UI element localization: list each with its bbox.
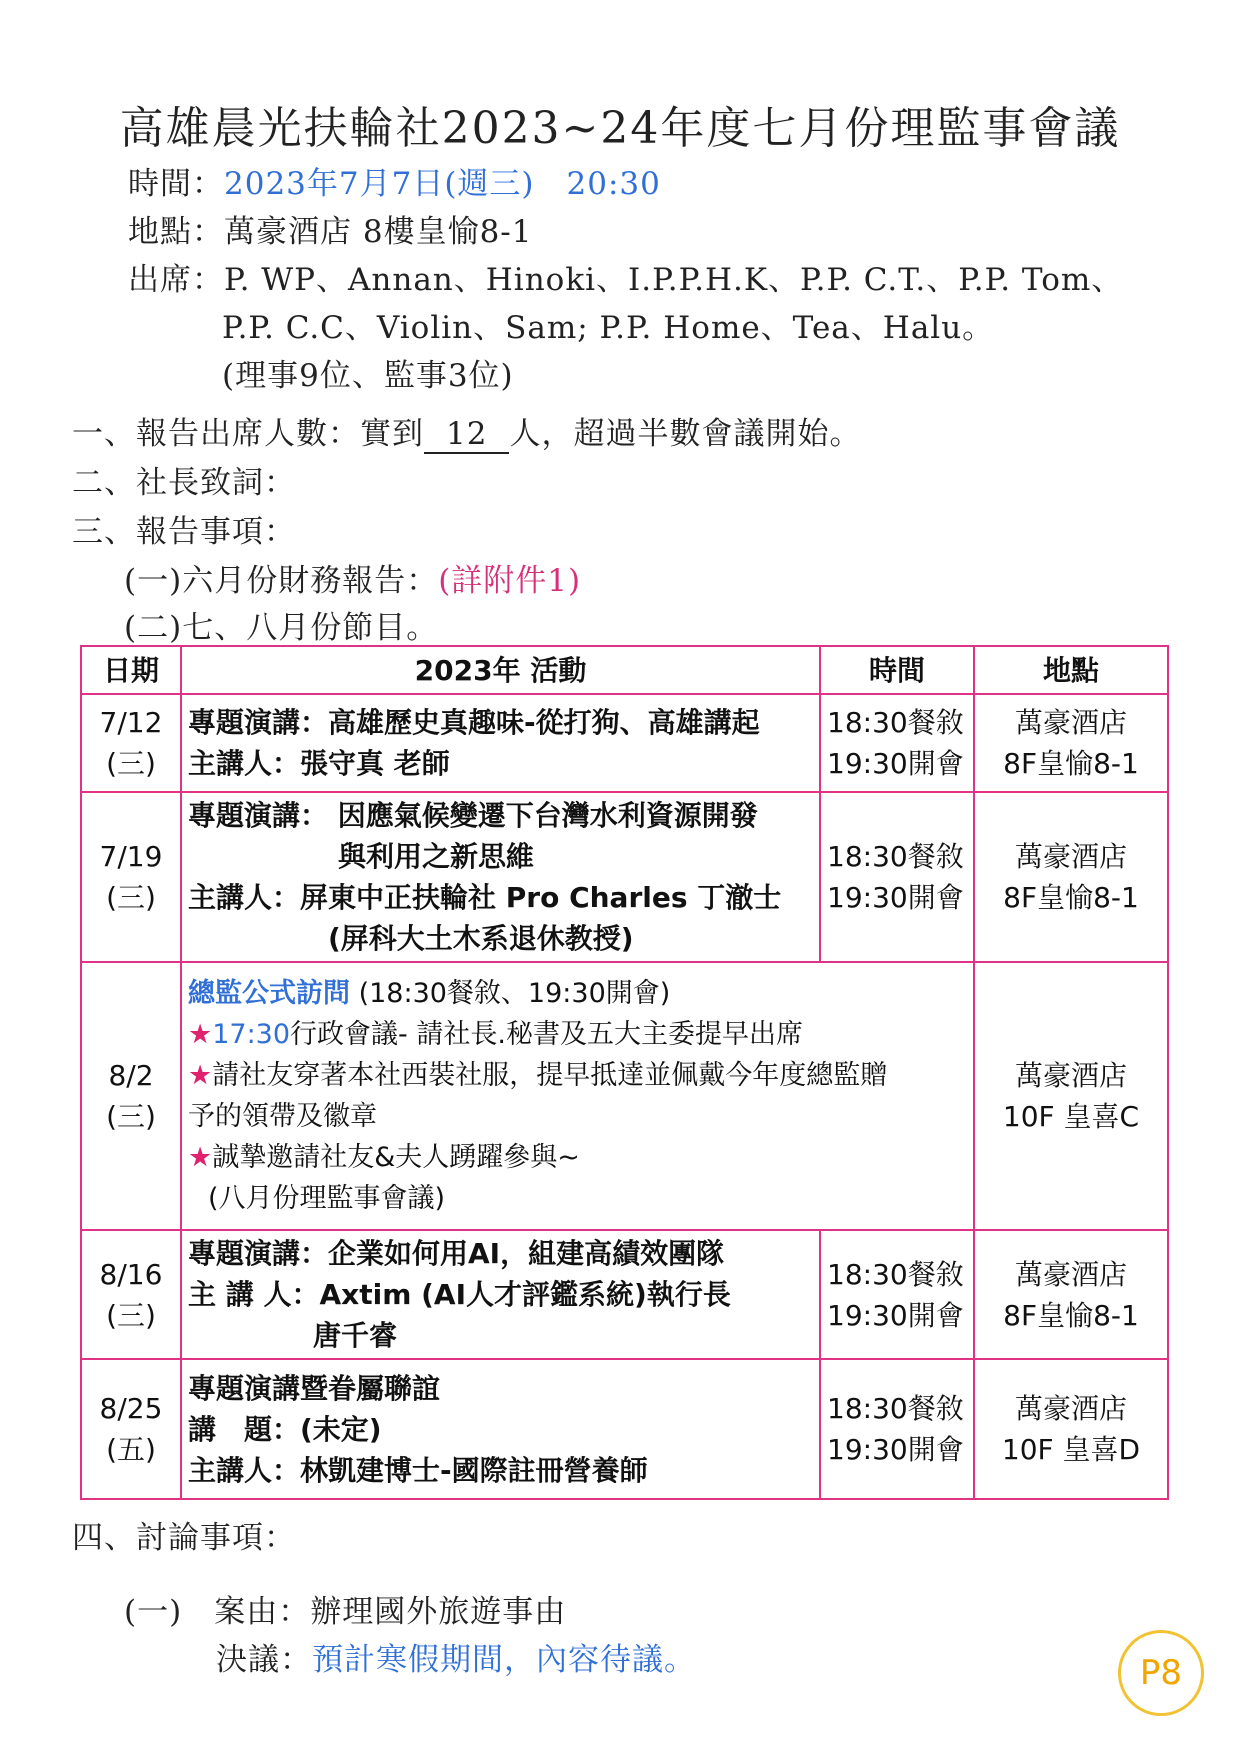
time-meeting: 19:30開會 [827,881,964,914]
section-3-1-label: (一)六月份財務報告： [124,563,439,599]
row-time [820,1359,974,1499]
venue: 萬豪酒店 [1014,840,1127,873]
activity-line [188,973,967,1014]
weekday: (三) [106,881,156,914]
room: 10F 皇喜C [1002,1100,1140,1133]
attend-line-1: P. WP、Annan、Hinoki、I.P.P.H.K、P.P. C.T.、P.P. Tom、 [224,262,1124,298]
activity-line: 專題演講暨眷屬聯誼 [188,1371,441,1405]
page-number-badge: P8 [1118,1630,1204,1716]
activity-line: (屏科大土木系退休教授) [328,922,634,955]
meeting-attendance [128,254,1123,299]
row-place [974,792,1168,962]
section-3: 三、報告事項： [72,514,296,550]
time-meeting: 19:30開會 [827,747,964,780]
table-row [81,1359,1168,1499]
activity-line: 主 講 人：Axtim (AI人才評鑑系統)執行長 [188,1278,731,1311]
header-time: 時間 [820,646,974,694]
room: 8F皇愉8-1 [1003,1298,1139,1332]
time-dinner: 18:30餐敘 [827,1257,964,1291]
activity-line: 主講人：林凱建博士-國際註冊營養師 [188,1453,648,1487]
invite-note: 誠摯邀請社友&夫人踴躍參與~ [212,1142,580,1173]
room: 10F 皇喜D [1001,1433,1141,1466]
date: 8/25 [99,1392,163,1425]
row-activity [181,694,820,792]
activity-line: 主講人：張守真 老師 [188,747,450,780]
document-title: 高雄晨光扶輪社2023~24年度七月份理監事會議 [119,103,1121,154]
room: 8F皇愉8-1 [1003,747,1139,780]
activity-line: 講 題：(未定) [188,1412,382,1446]
star-icon: ★ [188,1019,213,1050]
row-date [81,1359,181,1499]
admin-meeting-text: 行政會議- 請社長.秘書及五大主委提早出席 [290,1019,803,1050]
dress-note: 請社友穿著本社西裝社服，提早抵達並佩戴今年度總監贈 [212,1060,888,1091]
row-activity [181,962,974,1230]
section-1-post: 人，超過半數會議開始。 [509,416,862,452]
time-dinner: 18:30餐敘 [827,840,964,873]
star-icon: ★ [188,1142,213,1173]
time-dinner: 18:30餐敘 [827,1392,964,1425]
section-2: 二、社長致詞： [72,465,296,501]
venue: 萬豪酒店 [1014,706,1127,739]
row-place [974,1359,1168,1499]
discussion-case: 案由：辦理國外旅遊事由 [214,1594,567,1630]
row-activity [181,1230,820,1359]
time-dinner: 18:30餐敘 [827,706,964,739]
time-label: 時間： [128,166,224,202]
header-activity: 2023年 活動 [181,646,820,694]
activity-line [188,1055,967,1096]
activity-line: (八月份理監事會議) [208,1183,446,1214]
attend-line-2: P.P. C.C、Violin、Sam; P.P. Home、Tea、Halu。 [222,310,995,346]
table-header-row [81,646,1168,694]
row-date [81,1230,181,1359]
activity-line: 唐千睿 [313,1319,398,1352]
weekday: (三) [106,747,156,780]
date: 8/16 [99,1257,163,1291]
row-date [81,962,181,1230]
official-visit-label: 總監公式訪問 [188,978,350,1009]
row-place [974,1230,1168,1359]
row-date [81,694,181,792]
activity-line [188,1014,967,1055]
header-date: 日期 [81,646,181,694]
time-value: 2023年7月7日(週三) 20:30 [224,166,661,202]
activity-line: 專題演講：企業如何用AI，組建高績效團隊 [188,1237,725,1270]
section-3-2: (二)七、八月份節目。 [124,610,439,646]
section-3-1 [124,555,581,600]
section-4: 四、討論事項： [72,1520,296,1556]
activity-line: 主講人：屏東中正扶輪社 Pro Charles 丁澈士 [188,881,782,914]
date: 8/2 [108,1059,154,1092]
row-time [820,1230,974,1359]
place-value: 萬豪酒店 8樓皇愉8-1 [224,214,533,250]
discussion-resolution [216,1634,696,1679]
venue: 萬豪酒店 [1014,1257,1127,1291]
row-date [81,792,181,962]
table-row [81,1230,1168,1359]
section-1 [72,408,861,454]
admin-meeting-time: 17:30 [212,1019,291,1050]
meeting-time [128,158,661,203]
row-time [820,694,974,792]
attendance-count: 12 [424,416,509,454]
attend-label: 出席： [128,262,224,298]
time-meeting: 19:30開會 [827,1298,964,1332]
official-visit-time: (18:30餐敘、19:30開會) [358,978,671,1009]
discussion-item-1 [124,1586,566,1631]
activity-line: 專題演講： 因應氣候變遷下台灣水利資源開發 [188,799,758,832]
row-place [974,694,1168,792]
date: 7/19 [99,840,163,873]
resolution-value: 預計寒假期間，內容待議。 [312,1642,696,1678]
table-row [81,962,1168,1230]
activity-line [188,1137,967,1178]
weekday: (三) [106,1100,156,1133]
weekday: (五) [106,1433,156,1466]
row-time [820,792,974,962]
header-place: 地點 [974,646,1168,694]
row-activity [181,1359,820,1499]
venue: 萬豪酒店 [1014,1059,1127,1092]
attachment-note: (詳附件1) [438,563,582,599]
star-icon: ★ [188,1060,213,1091]
schedule-table [80,645,1169,1500]
attend-line-3: (理事9位、監事3位) [222,358,514,394]
table-row [81,694,1168,792]
date: 7/12 [99,706,163,739]
row-place [974,962,1168,1230]
table-row [81,792,1168,962]
activity-line: 予的領帶及徽章 [188,1101,377,1132]
meeting-place [128,206,533,251]
weekday: (三) [106,1298,156,1332]
room: 8F皇愉8-1 [1003,881,1139,914]
row-activity [181,792,820,962]
time-meeting: 19:30開會 [827,1433,964,1466]
place-label: 地點： [128,214,224,250]
discussion-item-number: (一) [124,1594,183,1630]
activity-line: 專題演講：高雄歷史真趣味-從打狗、高雄講起 [188,706,760,739]
activity-line: 與利用之新思維 [338,840,535,873]
venue: 萬豪酒店 [1014,1392,1127,1425]
section-1-pre: 一、報告出席人數：實到 [72,416,424,452]
resolution-label: 決議： [216,1642,312,1678]
